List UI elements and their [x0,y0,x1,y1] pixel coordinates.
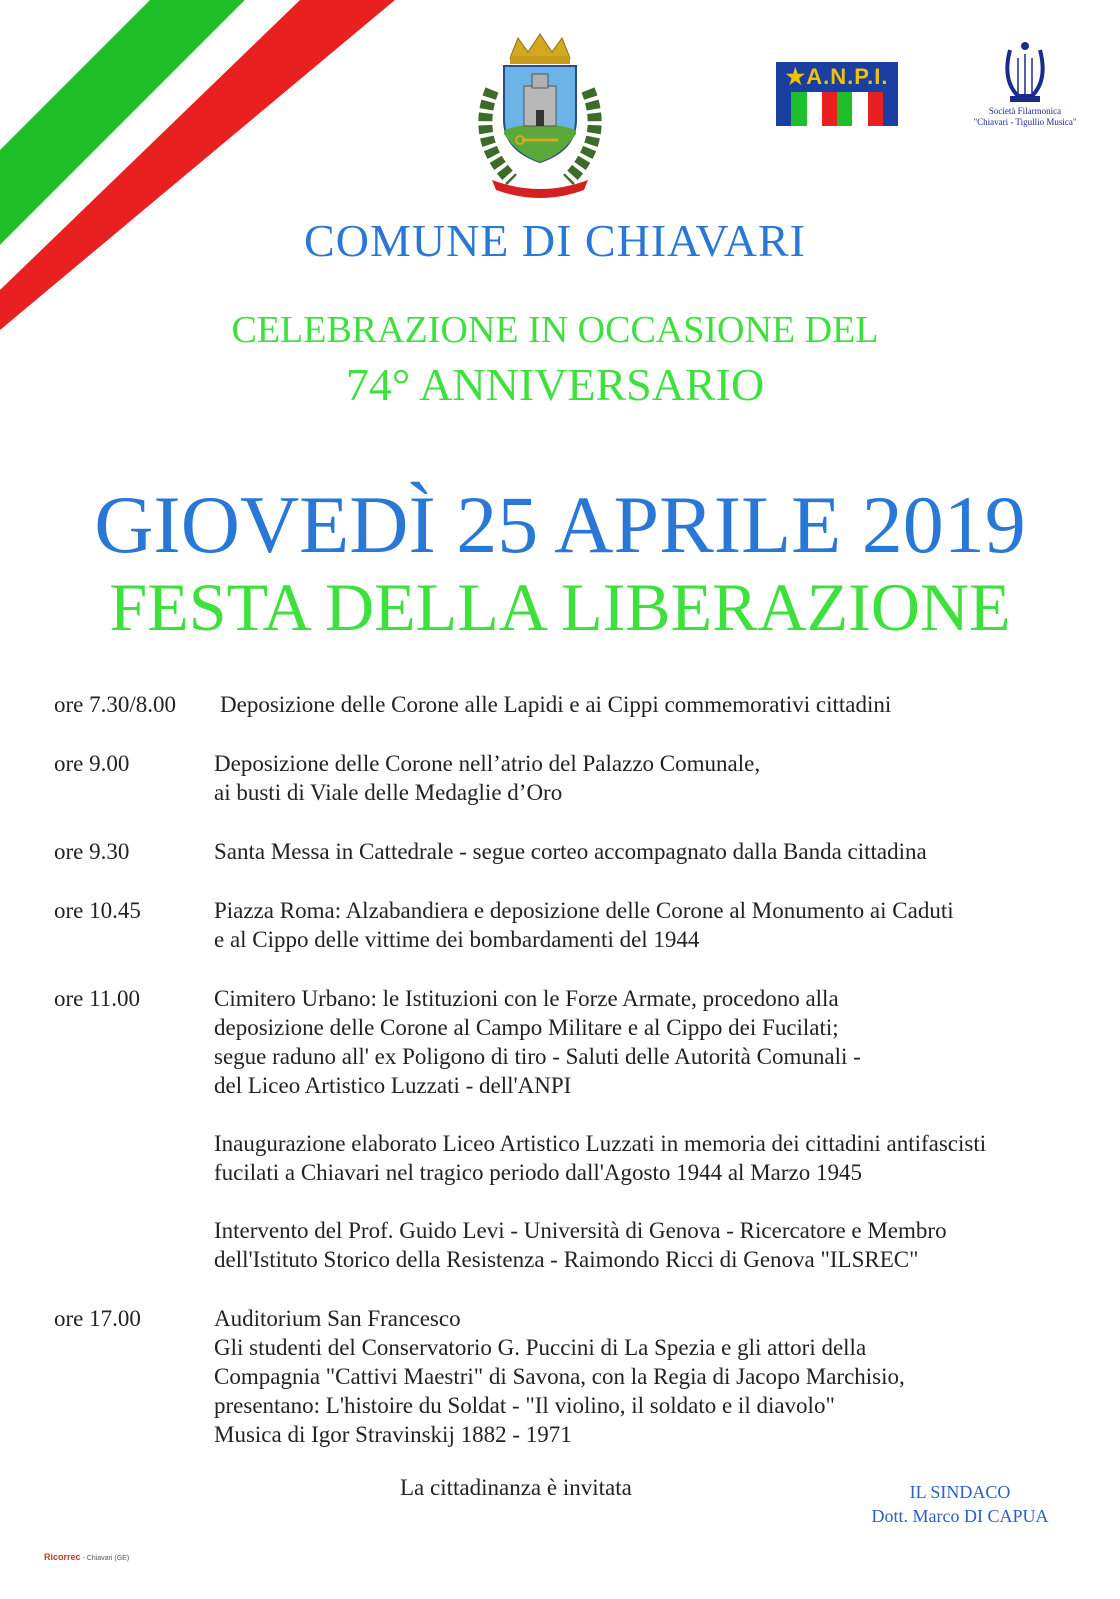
lyre-icon [1000,40,1050,106]
schedule-line: Santa Messa in Cattedrale - segue corteo accompagnato dalla Banda cittadina [214,839,927,864]
invite-text: La cittadinanza è invitata [400,1475,632,1500]
schedule-description [214,749,760,807]
schedule-time: ore 9.00 [54,751,130,776]
schedule-line: Deposizione delle Corone nell’atrio del Palazzo Comunale, [214,751,761,776]
schedule-list [54,690,1094,1479]
schedule-row [54,690,1094,719]
schedule-description [214,984,986,1274]
schedule-description [214,896,954,954]
anniversario-title: 74° ANNIVERSARIO [345,359,765,410]
schedule-description [220,690,891,719]
schedule-line: ai busti di Viale delle Medaglie d’Oro [214,780,563,805]
schedule-line: fucilati a Chiavari nel tragico periodo dall'Agosto 1944 al Marzo 1945 [214,1160,862,1185]
schedule-paragraph [220,690,891,719]
chiavari-crest-icon [462,30,618,200]
sindaco-signature [850,1480,1070,1528]
schedule-time: ore 9.30 [54,839,130,864]
printer-brand: Ricorrec [44,1552,81,1562]
printer-place: - Chiavari (GE) [82,1555,130,1562]
date-title: GIOVEDÌ 25 APRILE 2019 [94,479,1026,570]
sindaco-name: Dott. Marco DI CAPUA [871,1506,1049,1526]
filarmonica-line2: "Chiavari - Tigullio Musica" [973,117,1077,127]
schedule-paragraph [214,1216,986,1274]
schedule-row [54,1304,1094,1449]
festa-title: FESTA DELLA LIBERAZIONE [109,569,1011,645]
schedule-time: ore 7.30/8.00 [54,692,177,717]
filarmonica-line1: Società Filarmonica [988,106,1062,116]
schedule-line: Intervento del Prof. Guido Levi - Università di Genova - Ricercatore e Membro [214,1218,947,1243]
schedule-line: Gli studenti del Conservatorio G. Puccini di La Spezia e gli attori della [214,1335,867,1360]
sindaco-title: IL SINDACO [909,1482,1011,1502]
schedule-description [214,1304,905,1449]
schedule-line: Inaugurazione elaborato Liceo Artistico Luzzati in memoria dei cittadini antifascisti [214,1131,987,1156]
schedule-row [54,749,1094,807]
printer-credit [44,1552,129,1562]
schedule-line: Piazza Roma: Alzabandiera e deposizione delle Corone al Monumento ai Caduti [214,898,954,923]
comune-title: COMUNE DI CHIAVARI [304,215,806,266]
schedule-line: dell'Istituto Storico della Resistenza - Raimondo Ricci di Genova "ILSREC" [214,1247,919,1272]
schedule-line: deposizione delle Corone al Campo Militare e al Cippo dei Fucilati; [214,1015,839,1040]
anpi-label: ★A.N.P.I. [776,62,898,92]
schedule-line: Deposizione delle Corone alle Lapidi e ai Cippi commemorativi cittadini [220,692,892,717]
schedule-line: Auditorium San Francesco [214,1306,461,1331]
schedule-row [54,837,1094,866]
schedule-time: ore 10.45 [54,898,141,923]
celebrazione-title: CELEBRAZIONE IN OCCASIONE DEL [231,309,879,351]
schedule-line: Cimitero Urbano: le Istituzioni con le Forze Armate, procedono alla [214,986,839,1011]
schedule-row [54,896,1094,954]
schedule-line: del Liceo Artistico Luzzati - dell'ANPI [214,1073,572,1098]
schedule-line: Musica di Igor Stravinskij 1882 - 1971 [214,1422,572,1447]
schedule-paragraph [214,984,986,1100]
schedule-line: presentano: L'histoire du Soldat - "Il violino, il soldato e il diavolo" [214,1393,835,1418]
schedule-line: segue raduno all' ex Poligono di tiro - Saluti delle Autorità Comunali - [214,1044,861,1069]
schedule-paragraph [214,896,954,954]
anpi-logo [776,62,898,126]
schedule-paragraph [214,1129,986,1187]
schedule-time: ore 11.00 [54,986,141,1011]
anpi-flag-icon [776,92,898,126]
schedule-line: Compagnia "Cattivi Maestri" di Savona, con la Regia di Jacopo Marchisio, [214,1364,905,1389]
schedule-paragraph [214,837,927,866]
filarmonica-logo [960,40,1090,140]
schedule-description [214,837,927,866]
schedule-line: e al Cippo delle vittime dei bombardamenti del 1944 [214,927,700,952]
tricolor-sash-icon [0,0,400,330]
schedule-paragraph [214,1304,905,1449]
schedule-row [54,984,1094,1274]
schedule-paragraph [214,749,760,807]
schedule-time: ore 17.00 [54,1306,141,1331]
